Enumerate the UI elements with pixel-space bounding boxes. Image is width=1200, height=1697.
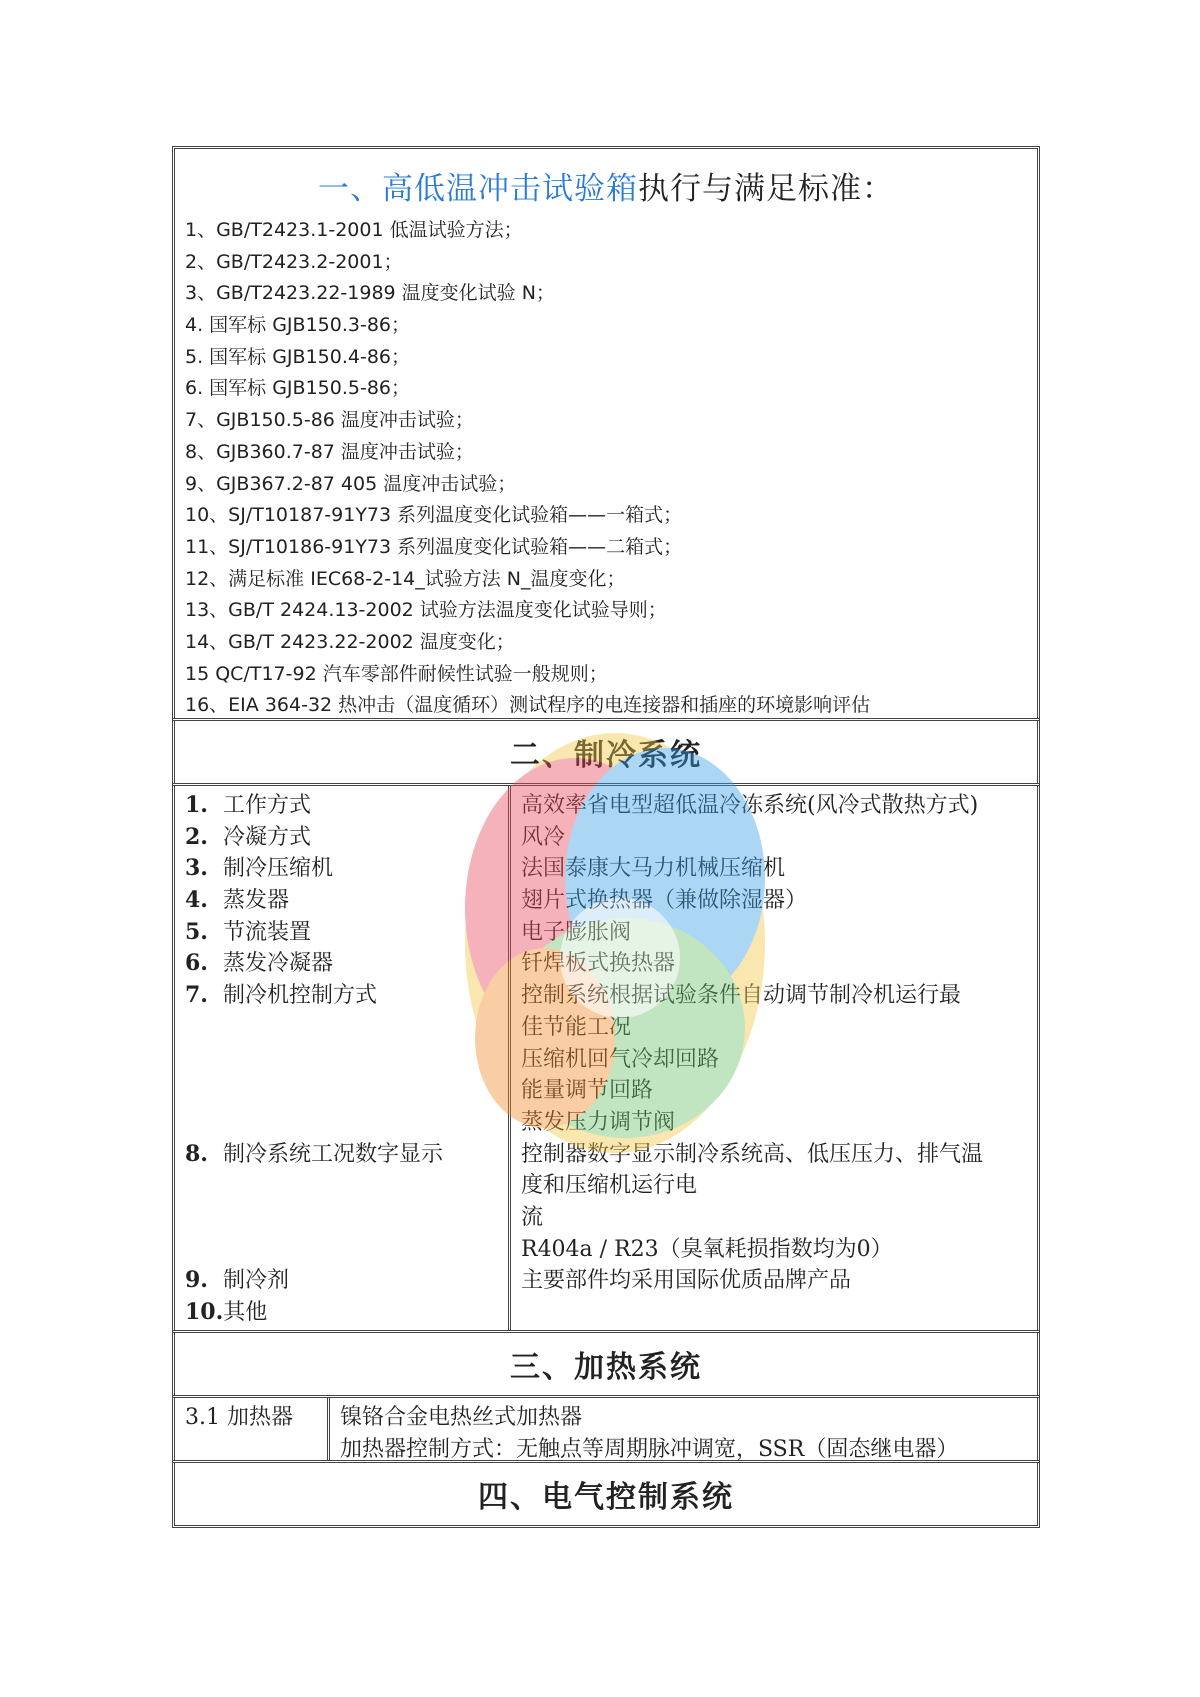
table-cell: 法国泰康大马力机械压缩机 <box>521 856 786 882</box>
heater-label-cell <box>175 1398 330 1460</box>
table-cell: 高效率省电型超低温冷冻系统(风冷式散热方式) <box>521 793 979 818</box>
list-item: 1、GB/T2423.1-2001 低温试验方法； <box>185 219 523 241</box>
electrical-heading: 四、电气控制系统 <box>172 1460 1040 1528</box>
table-row: 3. 制冷压缩机 <box>185 855 334 882</box>
table-cell: 控制器数字显示制冷系统高、低压压力、排气温 <box>521 1141 984 1167</box>
table-row <box>185 1107 508 1139</box>
table-row <box>185 1234 508 1266</box>
title-product: 一、高低温冲击试验箱 <box>318 171 638 207</box>
refrigeration-table <box>172 783 1040 1333</box>
spec-document <box>172 146 1040 1528</box>
table-cell: 加热器控制方式：无触点等周期脉冲调宽，SSR（固态继电器） <box>340 1436 959 1462</box>
table-cell: 度和压缩机运行电 <box>521 1173 698 1199</box>
heater-values-cell <box>330 1398 1037 1460</box>
table-cell: 能量调节回路 <box>521 1078 654 1104</box>
refrigeration-values <box>511 786 1037 1330</box>
table-cell: 佳节能工况 <box>521 1014 632 1040</box>
table-cell: 蒸发压力调节阀 <box>521 1109 676 1135</box>
heating-heading: 三、加热系统 <box>172 1330 1040 1398</box>
list-item: 12、满足标准 IEC68-2-14_试验方法 N_温度变化； <box>185 567 626 590</box>
table-cell: 钎焊板式换热器 <box>521 951 676 977</box>
list-item: 14、GB/T 2423.22-2002 温度变化； <box>185 630 515 653</box>
table-row: 1. 工作方式 <box>185 792 312 818</box>
table-cell: 主要部件均采用国际优质品牌产品 <box>521 1268 852 1294</box>
list-item: 8、GJB360.7-87 温度冲击试验； <box>185 440 474 463</box>
heating-table <box>172 1395 1040 1463</box>
table-row <box>185 1012 508 1044</box>
table-row <box>185 1075 508 1107</box>
standards-title <box>175 163 1037 208</box>
table-row <box>185 1202 508 1234</box>
table-row: 2. 冷凝方式 <box>185 823 312 850</box>
table-cell: 翅片式换热器（兼做除湿器） <box>521 888 808 914</box>
table-cell: R404a / R23（臭氧耗损指数均为0） <box>521 1236 893 1262</box>
list-item: 2、GB/T2423.2-2001； <box>185 250 403 273</box>
table-row: 4. 蒸发器 <box>185 887 290 914</box>
refrigeration-heading: 二、制冷系统 <box>172 718 1040 786</box>
table-row: 9. 制冷剂 <box>185 1267 290 1294</box>
list-item: 3、GB/T2423.22-1989 温度变化试验 N； <box>185 282 555 305</box>
table-row: 8. 制冷系统工况数字显示 <box>185 1140 444 1167</box>
list-item: 4. 国军标 GJB150.3-86； <box>185 314 410 337</box>
table-row: 5. 节流装置 <box>185 918 312 945</box>
refrigeration-labels <box>175 786 511 1330</box>
list-item: 13、GB/T 2424.13-2002 试验方法温度变化试验导则； <box>185 599 667 622</box>
list-item: 6. 国军标 GJB150.5-86； <box>185 377 410 400</box>
list-item: 11、SJ/T10186-91Y73 系列温度变化试验箱——二箱式； <box>185 535 683 558</box>
table-cell: 电子膨胀阀 <box>521 919 632 945</box>
table-cell: 流 <box>521 1204 544 1230</box>
list-item: 5. 国军标 GJB150.4-86； <box>185 345 410 368</box>
list-item: 15 QC/T17-92 汽车零部件耐候性试验一般规则； <box>185 662 608 685</box>
title-suffix: 执行与满足标准： <box>638 171 894 207</box>
table-cell: 风冷 <box>521 824 566 850</box>
table-row: 6. 蒸发冷凝器 <box>185 950 334 977</box>
table-cell: 镍铬合金电热丝式加热器 <box>340 1405 583 1430</box>
table-row: 10.其他 <box>185 1299 268 1325</box>
table-row: 7. 制冷机控制方式 <box>185 982 378 1009</box>
list-item: 7、GJB150.5-86 温度冲击试验； <box>185 409 474 432</box>
list-item: 10、SJ/T10187-91Y73 系列温度变化试验箱——一箱式； <box>185 504 683 527</box>
standards-list <box>185 215 870 722</box>
table-cell: 控制系统根据试验条件自动调节制冷机运行最 <box>521 983 962 1009</box>
list-item: 16、EIA 364-32 热冲击（温度循环）测试程序的电连接器和插座的环境影响评估 <box>185 694 871 717</box>
list-item: 9、GJB367.2-87 405 温度冲击试验； <box>185 472 517 495</box>
table-row <box>185 1170 508 1202</box>
table-cell: 压缩机回气冷却回路 <box>521 1046 720 1072</box>
table-row <box>185 1044 508 1076</box>
heater-label: 3.1 加热器 <box>185 1405 293 1430</box>
standards-section <box>172 146 1040 721</box>
